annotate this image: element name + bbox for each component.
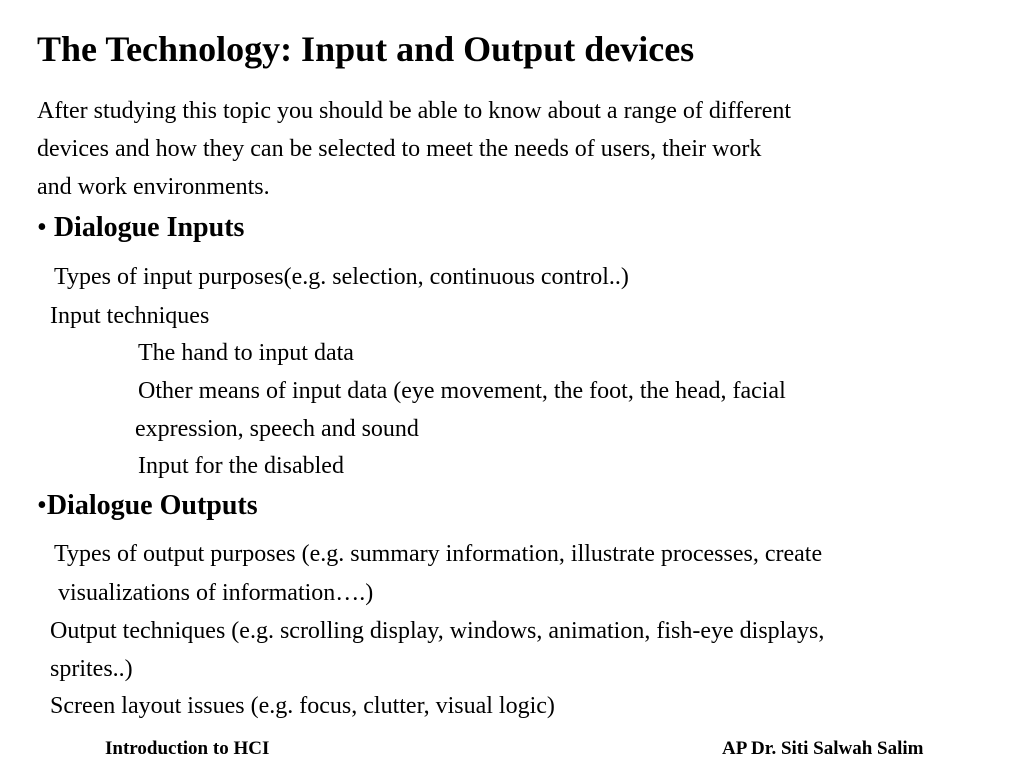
outputs-line-purposes: Types of output purposes (e.g. summary information, illustrate processes, create	[54, 541, 823, 567]
bullet-icon: •	[37, 212, 47, 243]
inputs-line-other-means: Other means of input data (eye movement, the foot, the head, facial	[138, 378, 786, 404]
outputs-heading-text: Dialogue Outputs	[46, 490, 258, 521]
inputs-heading	[37, 212, 244, 244]
inputs-line-hand: The hand to input data	[138, 340, 354, 366]
intro-line: After studying this topic you should be able to know about a range of different	[37, 98, 792, 124]
inputs-line-expression: expression, speech and sound	[135, 416, 419, 442]
footer-course: Introduction to HCI	[105, 738, 270, 759]
inputs-line-disabled: Input for the disabled	[138, 453, 344, 479]
inputs-line-purposes: Types of input purposes(e.g. selection, continuous control..)	[54, 264, 629, 290]
outputs-line-sprites: sprites..)	[50, 656, 133, 682]
outputs-heading	[37, 490, 258, 522]
outputs-line-layout-issues: Screen layout issues (e.g. focus, clutter, visual logic)	[50, 693, 555, 719]
slide-title: The Technology: Input and Output devices	[37, 29, 695, 69]
outputs-line-visualizations: visualizations of information….)	[58, 580, 374, 606]
intro-line: and work environments.	[37, 174, 270, 200]
inputs-line-techniques: Input techniques	[50, 303, 210, 329]
footer-author: AP Dr. Siti Salwah Salim	[722, 738, 924, 759]
outputs-line-techniques: Output techniques (e.g. scrolling display, windows, animation, fish-eye displays,	[50, 618, 825, 644]
intro-paragraph	[37, 92, 1024, 206]
bullet-icon: •	[37, 490, 47, 521]
inputs-heading-text: Dialogue Inputs	[53, 212, 245, 243]
intro-line: devices and how they can be selected to meet the needs of users, their work	[37, 136, 762, 162]
